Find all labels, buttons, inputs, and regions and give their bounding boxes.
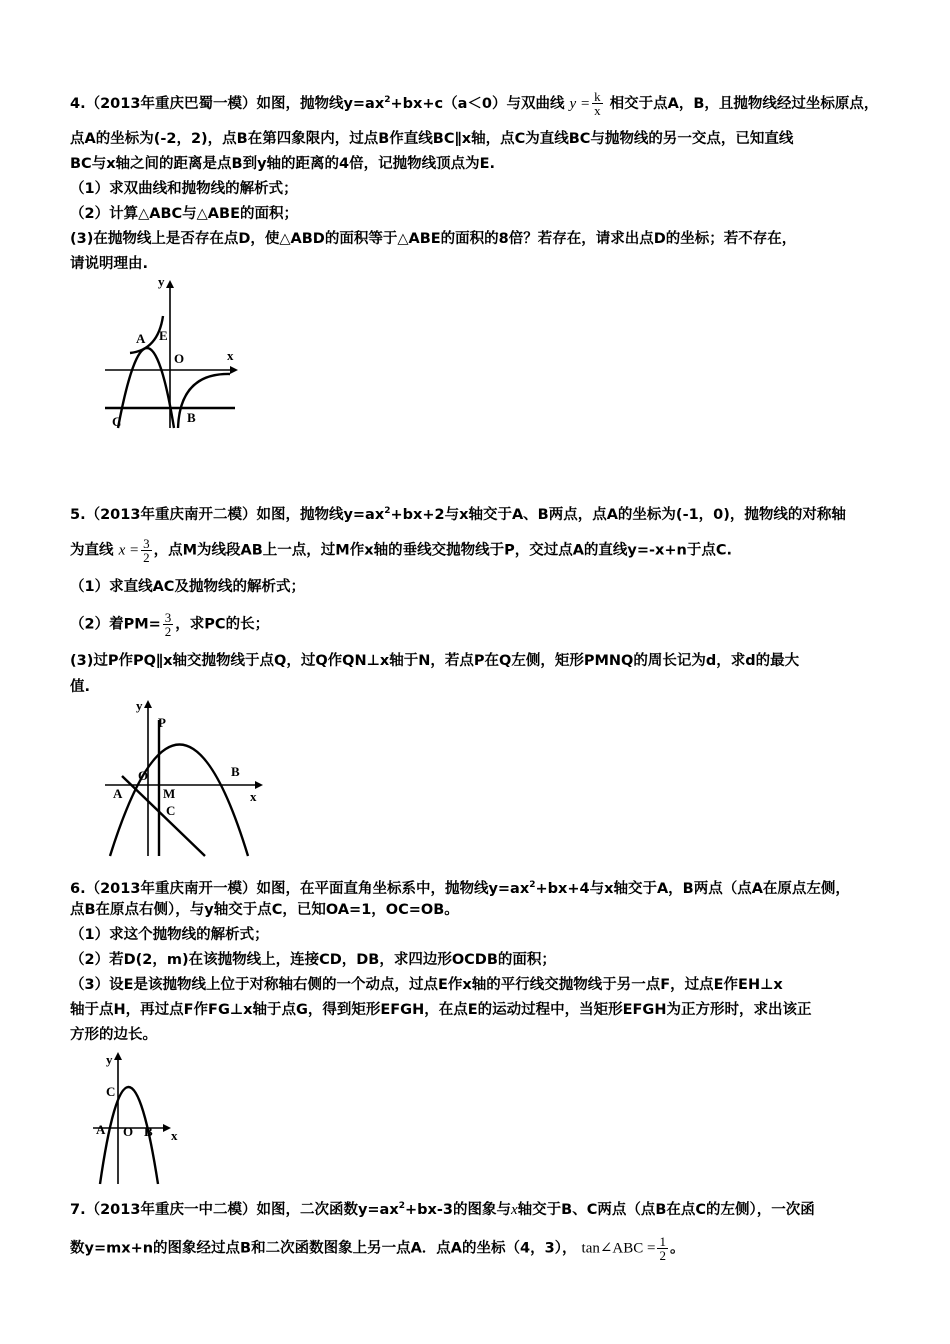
p4-y-arrow bbox=[166, 280, 174, 288]
p6-line1: 6.（2013年重庆南开一模）如图，在平面直角坐标系中，抛物线$y=ax^2+bx+4$与x轴交于A，B两点（点A在原点左侧， bbox=[70, 880, 850, 897]
p6-question1: （1）求这个抛物线的解析式； bbox=[70, 927, 269, 943]
p5-label-a: A bbox=[113, 786, 123, 801]
p6-question2: （2）若D(2，m)在该抛物线上，连接CD，DB，求四边形OCDB的面积； bbox=[70, 952, 556, 968]
p5-label-m: M bbox=[163, 786, 176, 801]
p5-label-p: P bbox=[158, 715, 166, 730]
p6-label-y: y bbox=[106, 1052, 113, 1067]
p5-line2: 为直线 x = $\frac{3}{2}$ ，点M为线段AB上一点，过M作x轴的垂线交抛物线于P，交过点A的直线y=-x+n于点C. bbox=[70, 536, 733, 565]
p4-hyperbola-right bbox=[178, 374, 230, 428]
p6-label-a: A bbox=[96, 1122, 106, 1137]
p5-question3-cont: 值. bbox=[70, 679, 91, 695]
p4-label-b: B bbox=[187, 410, 196, 425]
p4-label-x: x bbox=[227, 348, 234, 363]
fraction-k-over-x: $\frac{k}{x}$ bbox=[594, 89, 601, 119]
p5-line1: 5.（2013年重庆南开二模）如图，抛物线$y=ax^2+bx+2$与x轴交于A、B两点，点A的坐标为(-1，0)，抛物线的对称轴 bbox=[70, 506, 846, 523]
p4-line1: 4.（2013年重庆巴蜀一模）如图，抛物线$y=ax^2+bx+c(a<0)$与双曲线 y = $\frac{k}{x}$ 相交于点A，B，且抛物线经过坐标原点， bbox=[70, 89, 879, 119]
p4-parabola bbox=[118, 348, 174, 428]
p4-x-arrow bbox=[230, 366, 238, 374]
fraction-1-over-2: $\frac{1}{2}$ bbox=[659, 1234, 666, 1263]
p4-label-e: E bbox=[159, 328, 168, 343]
p6-x-arrow bbox=[163, 1124, 171, 1132]
fraction-3-over-2: $\frac{3}{2}$ bbox=[164, 610, 172, 639]
p5-question2: （2）着PM= $\frac{3}{2}$ ，求PC的长； bbox=[70, 610, 270, 639]
p5-y-arrow bbox=[144, 700, 152, 708]
fraction-3-over-2: $\frac{3}{2}$ bbox=[143, 536, 150, 565]
p5-label-o: O bbox=[138, 768, 149, 783]
p6-label-x: x bbox=[171, 1128, 178, 1143]
p5-question1: （1）求直线AC及抛物线的解析式； bbox=[70, 579, 305, 595]
p4-label-a: A bbox=[136, 331, 146, 346]
p6-question3-cont: 轴于点H，再过点F作FG⊥x轴于点G，得到矩形EFGH，在点E的运动过程中，当矩形EFGH为正方形时，求出该正 bbox=[70, 1002, 812, 1018]
p6-figure bbox=[88, 1050, 188, 1186]
p4-label-o: O bbox=[174, 351, 185, 366]
p5-label-c: C bbox=[166, 803, 176, 818]
p6-y-arrow bbox=[114, 1052, 122, 1060]
p4-question3-cont: 请说明理由. bbox=[70, 256, 149, 272]
p5-parabola bbox=[110, 745, 248, 857]
math-y-eq: y = bbox=[569, 95, 591, 112]
p5-label-y: y bbox=[136, 698, 143, 713]
p5-label-x: x bbox=[250, 789, 257, 804]
p6-label-o: O bbox=[123, 1124, 134, 1139]
p4-question3: (3)在抛物线上是否存在点D，使△ABD的面积等于△ABE的面积的8倍？若存在，请求出点D的坐标；若不存在， bbox=[70, 231, 797, 247]
p6-label-b: B bbox=[144, 1124, 153, 1139]
p4-question1: （1）求双曲线和抛物线的解析式； bbox=[70, 181, 298, 197]
p6-question3: （3）设E是该抛物线上位于对称轴右侧的一个动点，过点E作x轴的平行线交抛物线于另一点F，过点E作EH⊥x bbox=[70, 977, 783, 993]
p5-question3: (3)过P作PQ∥x轴交抛物线于点Q，过Q作QN⊥x轴于N，若点P在Q左侧，矩形PMNQ的周长记为d，求d的最大 bbox=[70, 653, 800, 669]
p5-x-arrow bbox=[255, 781, 263, 789]
math-tan-abc: tan∠ABC = bbox=[581, 1240, 656, 1257]
p4-label-c: C bbox=[112, 414, 122, 429]
p4-figure bbox=[100, 278, 250, 438]
math-x: x bbox=[510, 1201, 518, 1218]
p7-line2: 数y=mx+n的图象经过点B和二次函数图象上另一点A．点A的坐标（4，3）， tan∠ABC = $\frac{1}{2}$ 。 bbox=[70, 1234, 685, 1263]
p4-line2: 点A的坐标为(-2，2)，点B在第四象限内，过点B作直线BC∥x轴，点C为直线BC与抛物线的另一交点，已知直线 bbox=[70, 131, 794, 147]
p4-label-y: y bbox=[158, 278, 165, 289]
p4-line3: BC与x轴之间的距离是点B到y轴的距离的4倍，记抛物线顶点为E. bbox=[70, 156, 496, 172]
math-x-eq: x = bbox=[118, 542, 140, 559]
p6-question3-cont2: 方形的边长。 bbox=[70, 1027, 157, 1043]
p7-line1: 7.（2013年重庆一中二模）如图，二次函数$y=ax^2+bx-3$的图象与x轴交于B、C两点（点B在点C的左侧），一次函 bbox=[70, 1201, 815, 1218]
p6-line2: 点B在原点右侧），与y轴交于点C，已知OA=1，OC=OB。 bbox=[70, 902, 459, 918]
p5-figure bbox=[100, 698, 270, 858]
p5-label-b: B bbox=[231, 764, 240, 779]
p4-question2: （2）计算△ABC与△ABE的面积； bbox=[70, 206, 298, 222]
p6-label-c: C bbox=[106, 1084, 116, 1099]
